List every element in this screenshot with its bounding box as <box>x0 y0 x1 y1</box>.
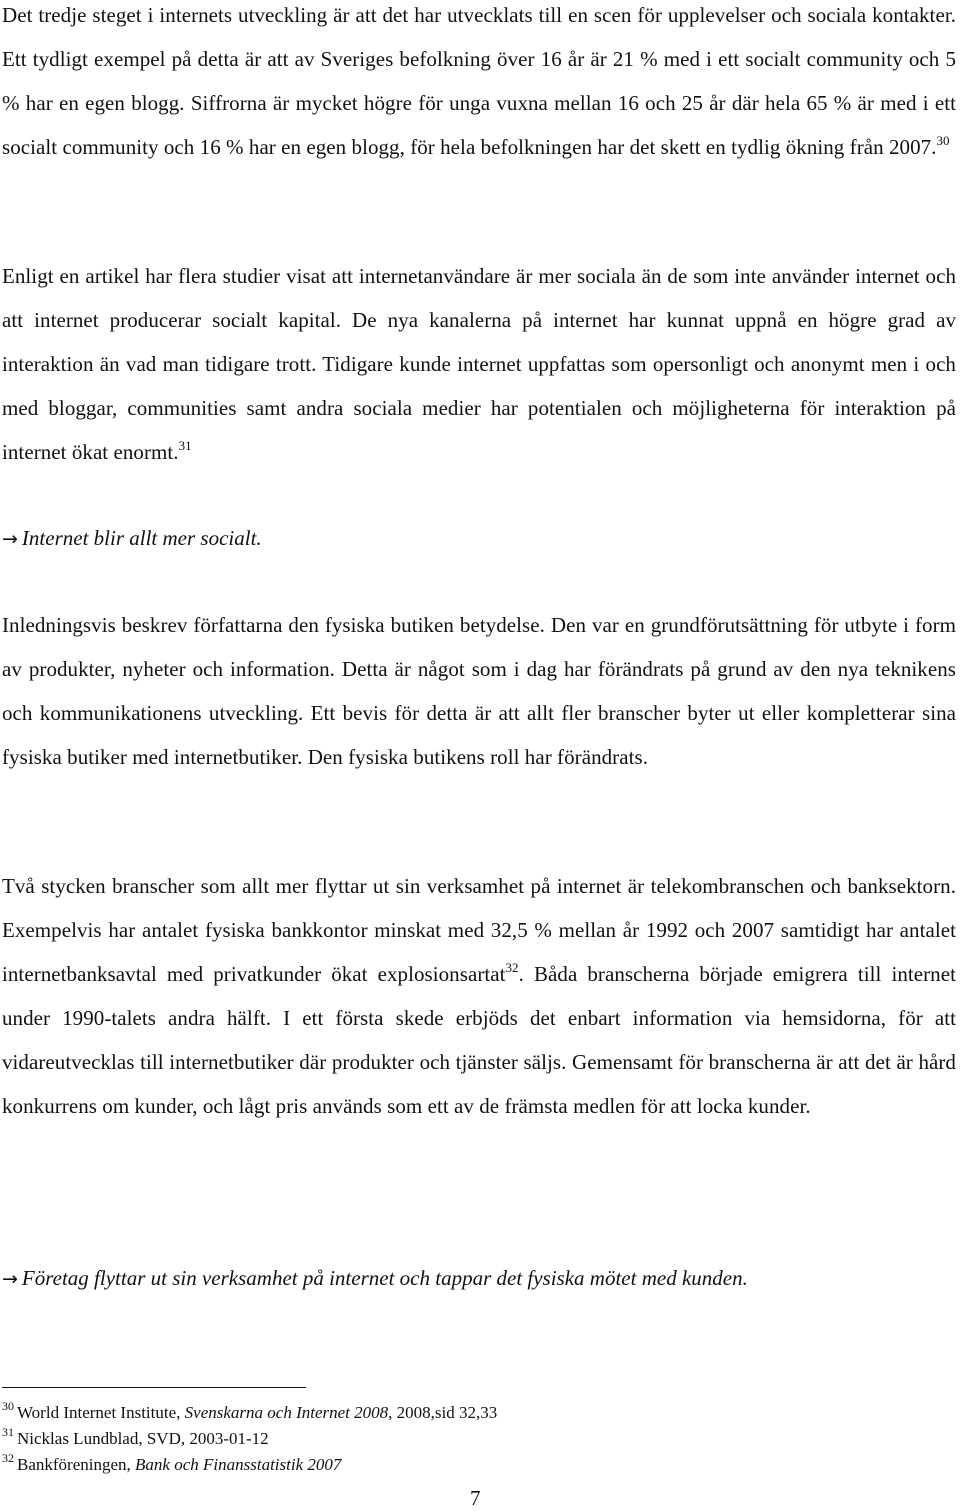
paragraph-1-text: Det tredje steget i internets utveckling är att det har utvecklats till en scen för upplevelser och sociala kontakter. Ett tydligt exempel på detta är att av Sveriges befolkning över 16 år är 21 % med i ett socialt community och 5 % har en egen blogg. Siffrorna är mycket högre för unga vuxna mellan 16 och 25 år där hela 65 % är med i ett socialt community och 16 % har en egen blogg, för hela befolkningen har det skett en tydlig ökning från 2007. <box>2 3 956 159</box>
footnotes <box>2 1400 902 1478</box>
footnote-32 <box>2 1452 902 1478</box>
footnote-ref-30[interactable]: 30 <box>936 133 950 148</box>
footnote-text: World Internet Institute, <box>17 1403 185 1422</box>
paragraph-4-text-before: Två stycken branscher som allt mer flyttar ut sin verksamhet på internet är telekombranschen och banksektorn. Exempelvis har antalet fysiska bankkontor minskat med 32,5 % mellan år 1992 och 2007 samtidigt har antalet internetbanksavtal med privatkunder ökat explosionsartat <box>2 874 956 986</box>
footnote-ref-32[interactable]: 32 <box>505 960 519 975</box>
footnote-title: Bank och Finansstatistik 2007 <box>135 1455 342 1474</box>
footnote-ref-31[interactable]: 31 <box>178 438 192 453</box>
conclusion-arrow-2 <box>2 1256 748 1301</box>
conclusion-text-1: Internet blir allt mer socialt. <box>21 526 262 550</box>
right-arrow-icon: → <box>2 528 18 550</box>
paragraph-2-text: Enligt en artikel har flera studier visat att internetanvändare är mer sociala än de som inte använder internet och att internet producerar socialt kapital. De nya kanalerna på internet har kunnat uppnå en högre grad av interaktion än vad man tidigare trott. Tidigare kunde internet uppfattas som opersonligt och anonymt men i och med bloggar, communities samt andra sociala medier har potentialen och möjligheterna för interaktion på internet ökat enormt. <box>2 264 956 464</box>
paragraph-4 <box>2 864 956 1128</box>
footnote-title: Svenskarna och Internet 2008 <box>184 1403 389 1422</box>
page-number: 7 <box>470 1486 481 1510</box>
paragraph-1 <box>2 0 956 169</box>
footnote-30 <box>2 1400 902 1426</box>
footnote-number: 31 <box>2 1425 14 1439</box>
footnote-number: 30 <box>2 1399 14 1413</box>
paragraph-4-text-after: . Båda branscherna började emigrera till internet under 1990-talets andra hälft. I ett första skede erbjöds det enbart information via hemsidorna, för att vidareutvecklas till internetbutiker där produkter och tjänster säljs. Gemensamt för branscherna är att det är hård konkurrens om kunder, och lågt pris används som ett av de främsta medlen för att locka kunder. <box>2 962 956 1118</box>
footnote-text: Nicklas Lundblad, SVD, 2003-01-12 <box>17 1429 269 1448</box>
right-arrow-icon: → <box>2 1268 18 1290</box>
conclusion-text-2: Företag flyttar ut sin verksamhet på internet och tappar det fysiska mötet med kunden. <box>21 1266 748 1290</box>
footnote-number: 32 <box>2 1451 14 1465</box>
conclusion-arrow-1 <box>2 516 262 561</box>
footnote-31 <box>2 1426 902 1452</box>
footnote-separator <box>2 1387 306 1388</box>
footnote-text-rest: , 2008,sid 32,33 <box>388 1403 498 1422</box>
paragraph-2 <box>2 254 956 474</box>
footnote-text: Bankföreningen, <box>17 1455 136 1474</box>
paragraph-3-text: Inledningsvis beskrev författarna den fysiska butiken betydelse. Den var en grundförutsättning för utbyte i form av produkter, nyheter och information. Detta är något som i dag har förändrats på grund av den nya teknikens och kommunikationens utveckling. Ett bevis för detta är att allt fler branscher byter ut eller kompletterar sina fysiska butiker med internetbutiker. Den fysiska butikens roll har förändrats. <box>2 613 956 769</box>
paragraph-3 <box>2 603 956 779</box>
